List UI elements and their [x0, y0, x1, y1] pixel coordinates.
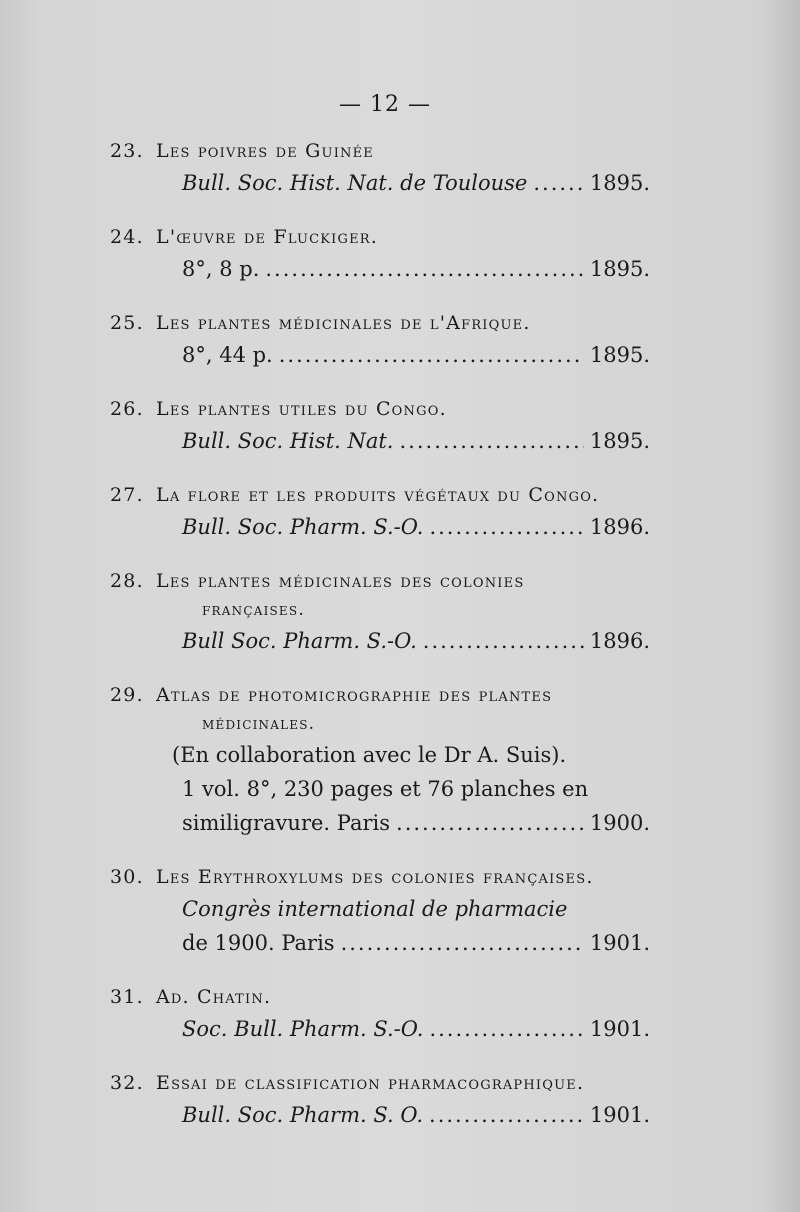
leader-dots [429, 510, 583, 544]
entry-source: similigravure. Paris [182, 811, 391, 835]
entry-source: Bull. Soc. Hist. Nat. [182, 429, 394, 453]
entry-number: 28. [110, 570, 144, 592]
entry-source: Bull. Soc. Hist. Nat. de Toulouse [182, 171, 528, 195]
entry-title-text: Ad. Chatin. [156, 986, 272, 1008]
entry-year: 1901. [589, 1017, 650, 1041]
entry-title-text: Les Erythroxylums des colonies françaises. [156, 866, 594, 888]
entry-description: 1 vol. 8°, 230 pages et 76 planches en [182, 777, 589, 801]
entry-year: 1896. [589, 629, 650, 653]
entry-title-text: La flore et les produits végétaux du Congo. [156, 484, 600, 506]
entry-year: 1895. [589, 429, 650, 453]
entry-source: Bull. Soc. Pharm. S.-O. [182, 515, 424, 539]
entry-number: 30. [110, 866, 144, 888]
leader-dots [396, 806, 584, 840]
entry-year: 1900. [589, 811, 650, 835]
entry-source: 8°, 8 p. [182, 257, 260, 281]
entry-24 [110, 222, 650, 286]
entry-title [110, 862, 650, 892]
entry-title-text: Les plantes utiles du Congo. [156, 398, 447, 420]
entry-publication [110, 624, 650, 658]
entry-publication [110, 806, 650, 840]
entry-26 [110, 394, 650, 458]
entry-32 [110, 1068, 650, 1132]
entry-title-continued: françaises. [202, 600, 305, 620]
entry-number: 24. [110, 226, 144, 248]
entry-title-continued: médicinales. [202, 714, 316, 734]
entry-publication [110, 1012, 650, 1046]
entry-number: 32. [110, 1072, 144, 1094]
entry-31 [110, 982, 650, 1046]
entry-title [110, 136, 650, 166]
entry-title-text: Les plantes médicinales des colonies [156, 570, 525, 592]
entry-year: 1895. [589, 343, 650, 367]
leader-dots [429, 1098, 584, 1132]
entry-number: 27. [110, 484, 144, 506]
entry-30 [110, 862, 650, 960]
leader-dots [400, 424, 584, 458]
entry-number: 25. [110, 312, 144, 334]
entry-number: 23. [110, 140, 144, 162]
entry-number: 26. [110, 398, 144, 420]
entry-title-text: Les poivres de Guinée [156, 140, 374, 162]
leader-dots [429, 1012, 583, 1046]
entry-publication [110, 1098, 650, 1132]
entry-year: 1895. [589, 171, 650, 195]
entry-25 [110, 308, 650, 372]
entry-title-text: Essai de classification pharmacographique. [156, 1072, 585, 1094]
entry-title [110, 308, 650, 338]
entry-publication [110, 338, 650, 372]
entry-publication [110, 926, 650, 960]
entry-publication [110, 510, 650, 544]
entry-source: Bull. Soc. Pharm. S. O. [182, 1103, 424, 1127]
entry-description: Congrès international de pharmacie [182, 897, 568, 921]
leader-dots [341, 926, 584, 960]
entry-year: 1901. [589, 1103, 650, 1127]
entry-23 [110, 136, 650, 200]
entry-number: 29. [110, 684, 144, 706]
entry-year: 1896. [589, 515, 650, 539]
entry-year: 1901. [589, 931, 650, 955]
leader-dots [533, 166, 584, 200]
entry-source: Bull Soc. Pharm. S.-O. [182, 629, 417, 653]
entry-number: 31. [110, 986, 144, 1008]
entry-note: (En collaboration avec le Dr A. Suis). [172, 743, 567, 767]
entry-publication [110, 166, 650, 200]
page-number: — 12 — [339, 92, 431, 117]
leader-dots [279, 338, 584, 372]
entry-28 [110, 566, 650, 658]
entry-title [110, 680, 650, 710]
entry-title [110, 394, 650, 424]
entry-title [110, 982, 650, 1012]
leader-dots [265, 252, 584, 286]
entry-publication [110, 252, 650, 286]
entry-title-text: Les plantes médicinales de l'Afrique. [156, 312, 531, 334]
entry-title [110, 566, 650, 596]
entry-title [110, 222, 650, 252]
bibliography-list [110, 136, 650, 1154]
entry-source: Soc. Bull. Pharm. S.-O. [182, 1017, 424, 1041]
entry-title-text: L'œuvre de Fluckiger. [156, 226, 378, 248]
entry-source: de 1900. Paris [182, 931, 335, 955]
entry-29 [110, 680, 650, 840]
entry-title [110, 1068, 650, 1098]
entry-source: 8°, 44 p. [182, 343, 273, 367]
entry-title [110, 480, 650, 510]
entry-27 [110, 480, 650, 544]
entry-title-text: Atlas de photomicrographie des plantes [156, 684, 553, 706]
entry-year: 1895. [589, 257, 650, 281]
entry-publication [110, 424, 650, 458]
leader-dots [423, 624, 584, 658]
